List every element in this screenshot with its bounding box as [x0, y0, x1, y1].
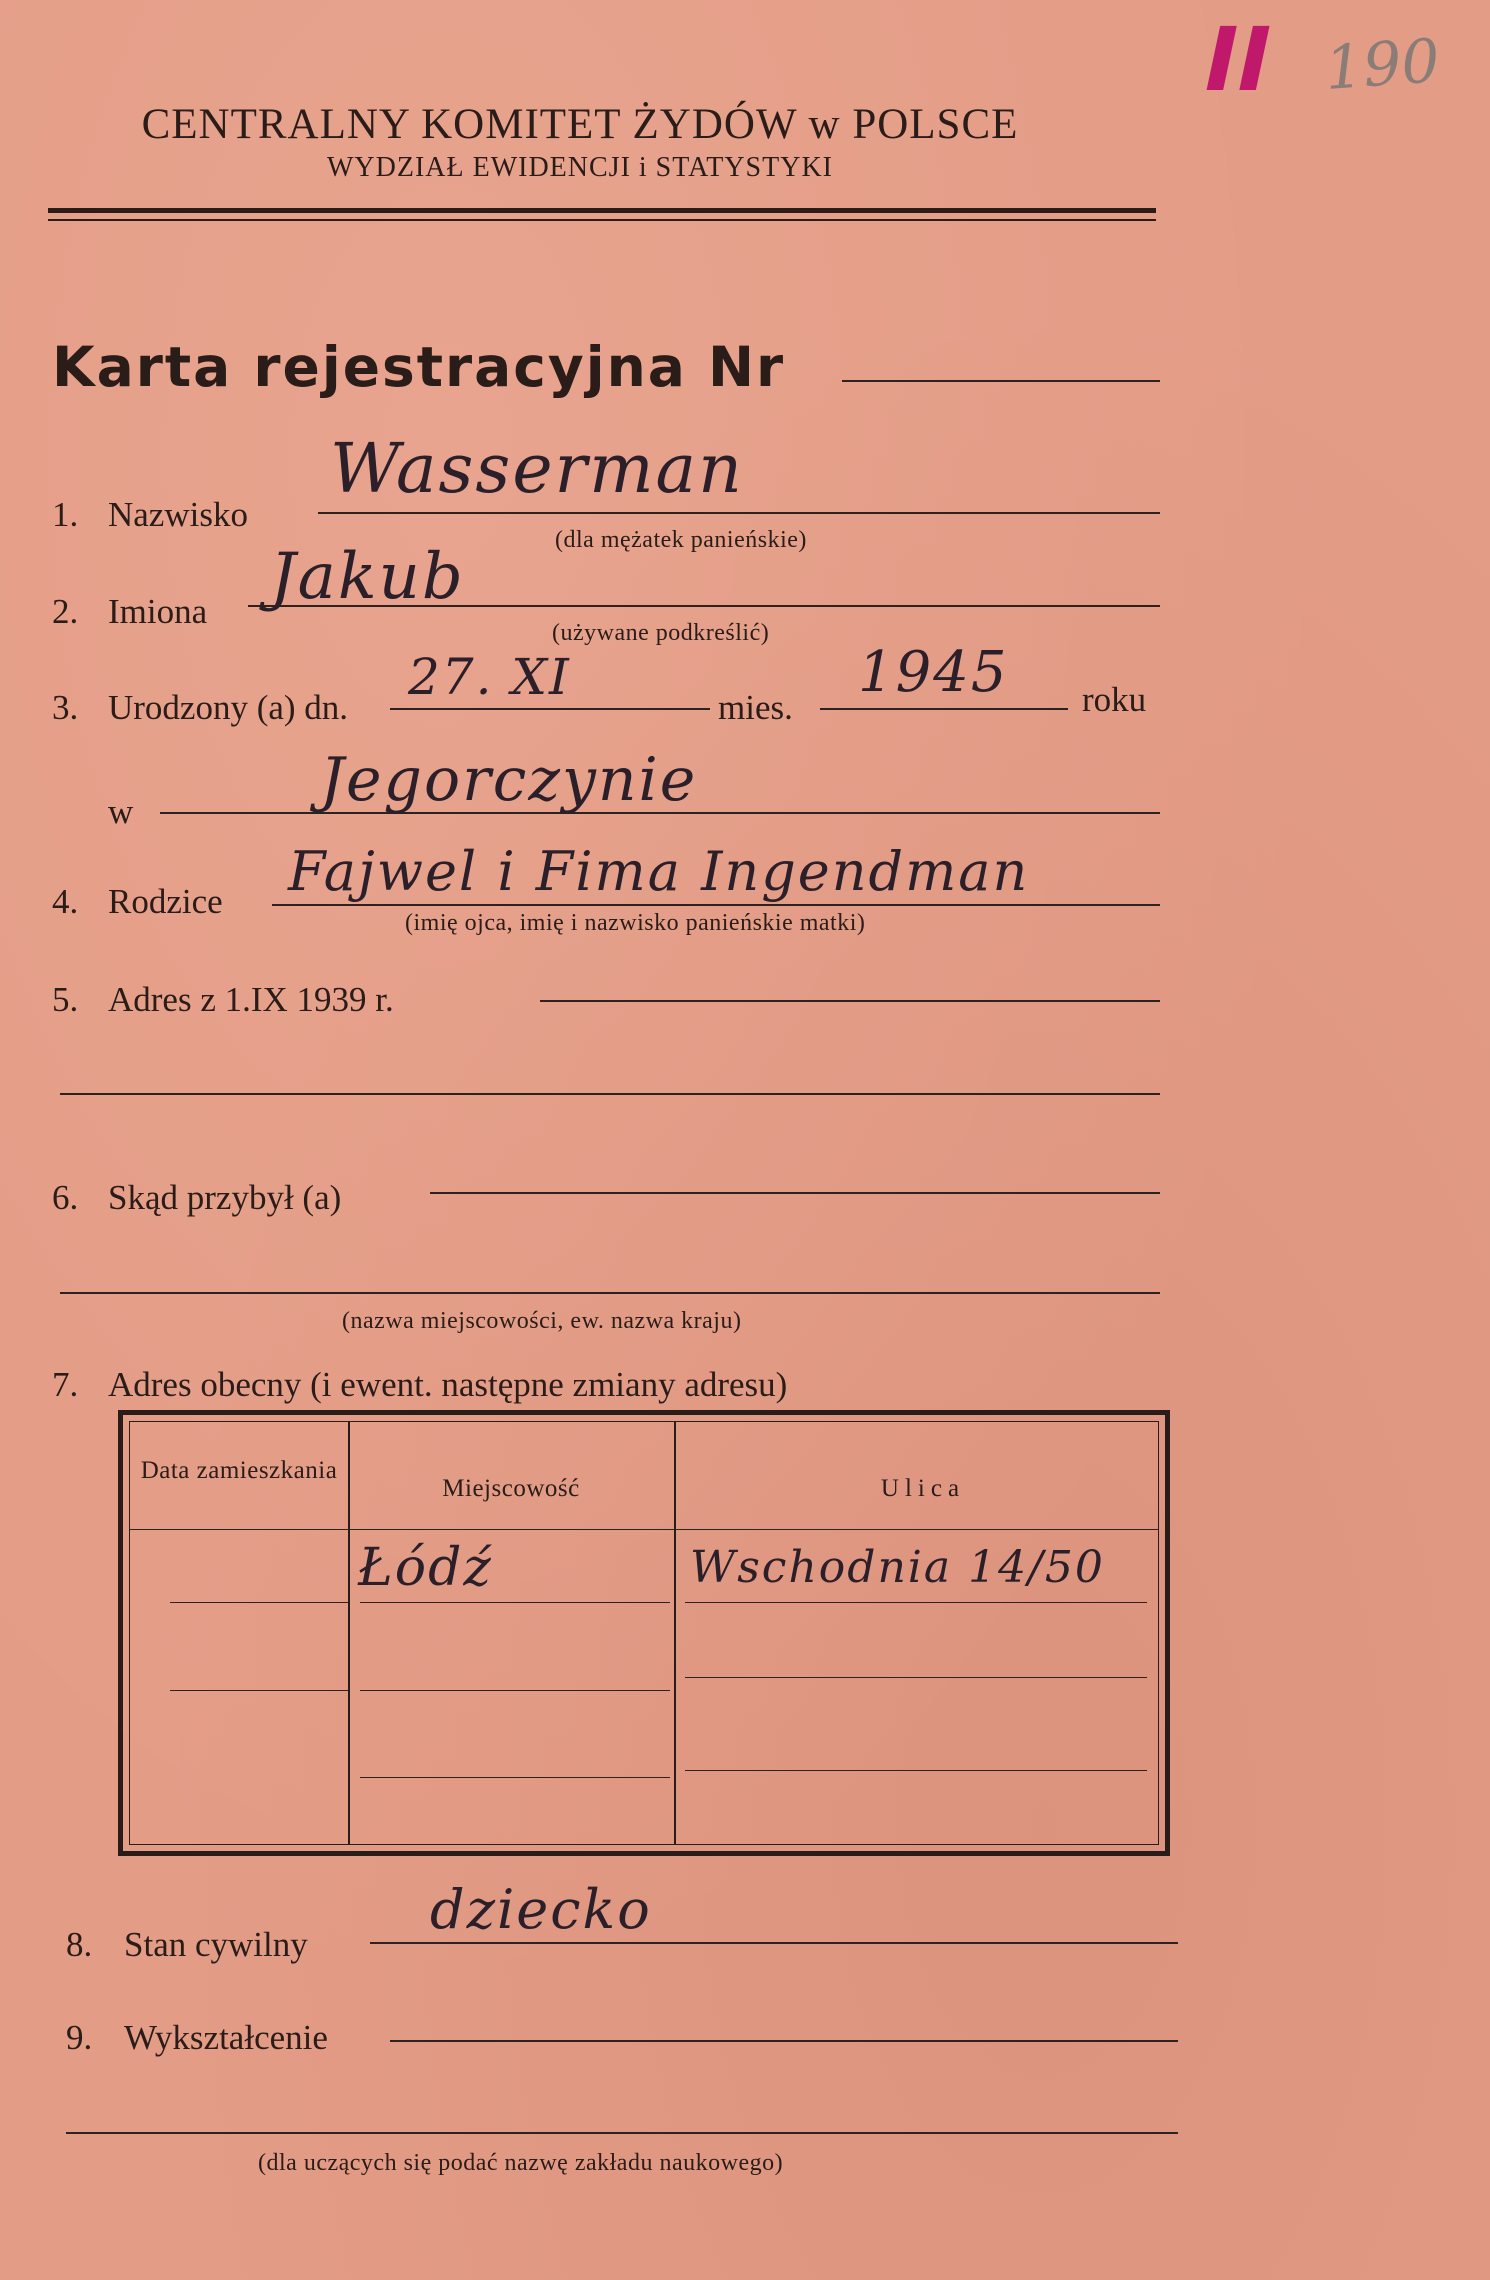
arrived-from-line-2: [60, 1292, 1160, 1294]
address-street-value: Wschodnia 14/50: [690, 1542, 1105, 1593]
parents-note: (imię ojca, imię i nazwisko panieńskie matki): [405, 910, 866, 936]
card-title: Karta rejestracyjna Nr: [52, 335, 786, 399]
address-city-value: Łódź: [358, 1538, 493, 1598]
field-2-number: 2.: [52, 592, 79, 631]
birth-label: Urodzony (a) dn.: [108, 688, 349, 727]
birth-day-value: 27. XI: [408, 648, 571, 706]
field-6-number: 6.: [52, 1178, 79, 1217]
education-line-1: [390, 2040, 1178, 2042]
arrived-from-note: (nazwa miejscowości, ew. nazwa kraju): [342, 1308, 742, 1334]
surname-note: (dla mężatek panieńskie): [555, 527, 807, 553]
organization-name: CENTRALNY KOMITET ŻYDÓW w POLSCE: [141, 101, 1019, 148]
given-names-value: Jakub: [270, 540, 465, 614]
field-4-number: 4.: [52, 882, 79, 921]
arrived-from-label: Skąd przybył (a): [108, 1178, 342, 1217]
row-line-date-2: [170, 1690, 348, 1691]
pencil-number-mark: 190: [1322, 26, 1442, 104]
field-1-number: 1.: [52, 495, 79, 534]
civil-status-label: Stan cywilny: [124, 1925, 308, 1964]
education-note: (dla uczących się podać nazwę zakładu naukowego): [258, 2150, 784, 2176]
header-rule-thick: [48, 208, 1156, 213]
column-header-city: Miejscowość: [442, 1475, 580, 1502]
year-label: roku: [1082, 680, 1147, 719]
parents-line: [272, 904, 1160, 906]
birth-day-line: [390, 708, 710, 710]
column-header-street: Ulica: [880, 1475, 966, 1502]
field-5-number: 5.: [52, 980, 79, 1019]
education-line-2: [66, 2132, 1178, 2134]
magenta-roman-numeral-mark: II: [1194, 8, 1282, 111]
birth-year-line: [820, 708, 1068, 710]
row-line-city-3: [360, 1777, 670, 1778]
header-rule-thin: [48, 219, 1156, 221]
birth-place-value: Jegorczynie: [320, 745, 698, 815]
given-names-note: (używane podkreślić): [552, 620, 770, 646]
birth-place-label: w: [108, 792, 134, 831]
parents-label: Rodzice: [108, 882, 223, 921]
field-7-number: 7.: [52, 1365, 79, 1404]
current-address-label: Adres obecny (i ewent. następne zmiany adresu): [108, 1365, 788, 1404]
card-number-line: [842, 380, 1160, 382]
column-header-date: Data zamieszkania: [140, 1457, 338, 1484]
month-label: mies.: [718, 688, 793, 727]
education-label: Wykształcenie: [124, 2018, 328, 2057]
row-line-date-1: [170, 1602, 348, 1603]
surname-label: Nazwisko: [108, 495, 248, 534]
address-1939-label: Adres z 1.IX 1939 r.: [108, 980, 394, 1019]
row-line-street-1: [685, 1602, 1147, 1603]
row-line-city-2: [360, 1690, 670, 1691]
address-1939-line-1: [540, 1000, 1160, 1002]
address-table: [118, 1410, 1170, 1856]
field-3-number: 3.: [52, 688, 79, 727]
birth-year-value: 1945: [858, 640, 1009, 705]
header-row-divider: [130, 1529, 1158, 1530]
address-table-inner: [129, 1421, 1159, 1845]
arrived-from-line-1: [430, 1192, 1160, 1194]
row-line-street-3: [685, 1770, 1147, 1771]
parents-value: Fajwel i Fima Ingendman: [288, 840, 1030, 903]
field-9-number: 9.: [66, 2018, 93, 2057]
civil-status-value: dziecko: [430, 1878, 652, 1941]
row-line-city-1: [360, 1602, 670, 1603]
surname-line: [318, 512, 1160, 514]
department-name: WYDZIAŁ EWIDENCJI i STATYSTYKI: [326, 152, 833, 183]
address-1939-line-2: [60, 1093, 1160, 1095]
civil-status-line: [370, 1942, 1178, 1944]
given-names-label: Imiona: [108, 592, 208, 631]
row-line-street-2: [685, 1677, 1147, 1678]
field-8-number: 8.: [66, 1925, 93, 1964]
surname-value: Wasserman: [330, 430, 744, 509]
